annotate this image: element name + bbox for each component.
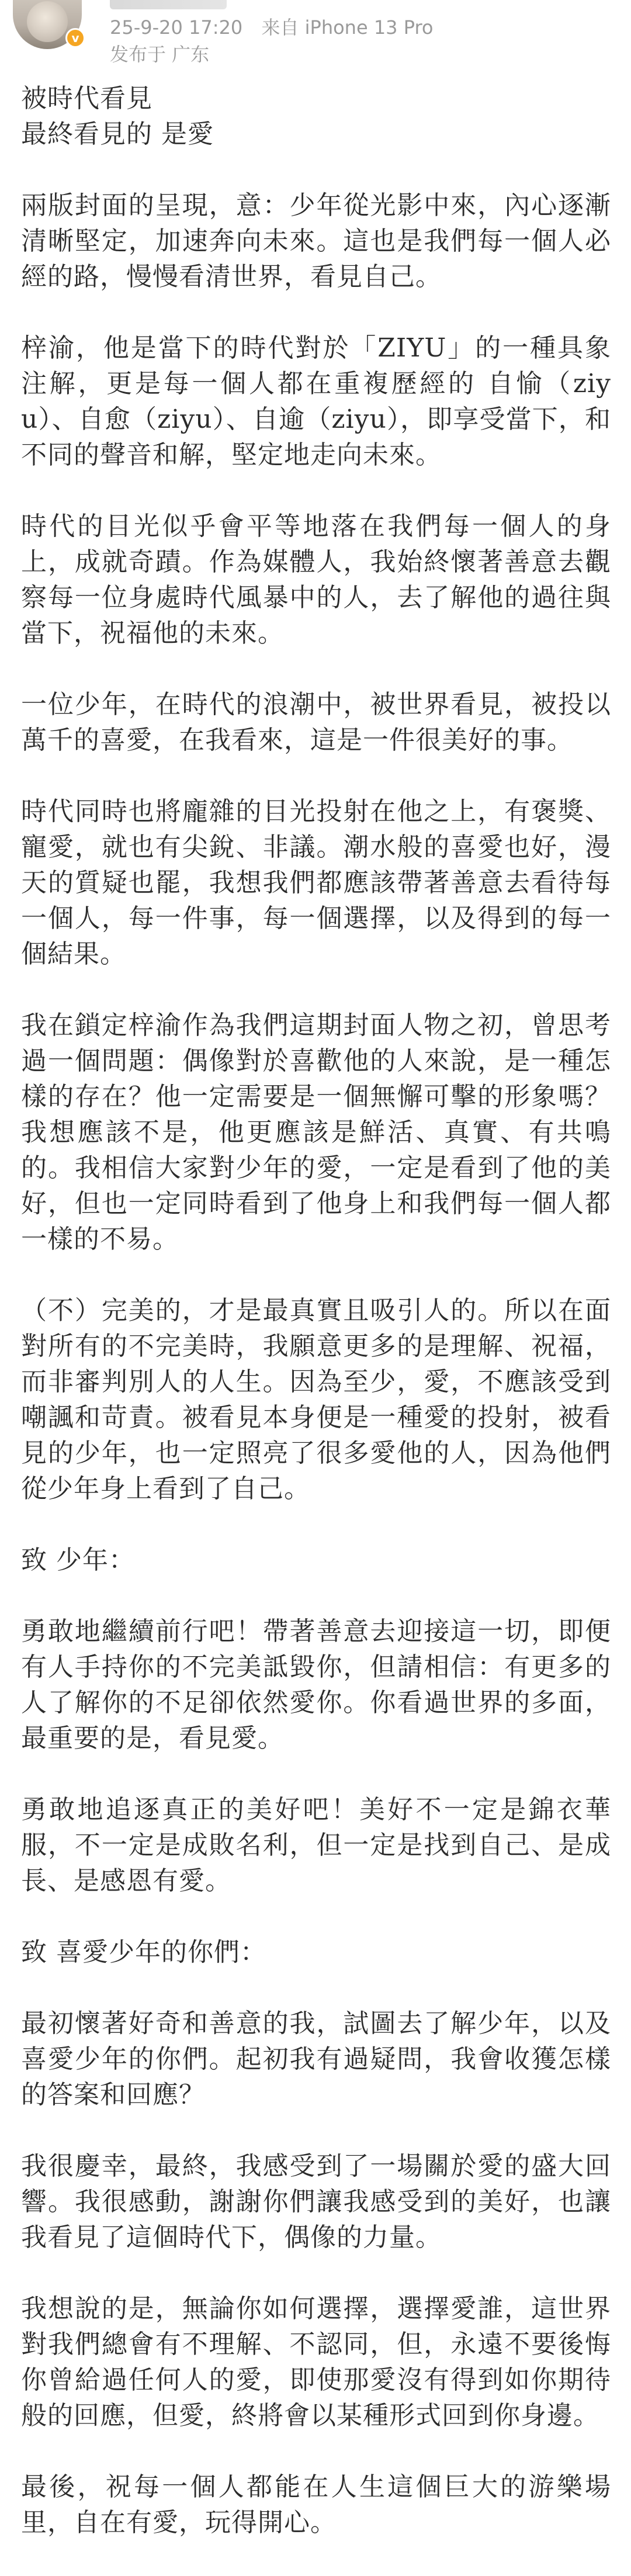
post-paragraph: 我在鎖定梓渝作為我們這期封面人物之初，曾思考過一個問題：偶像對於喜歡他的人來說，是一種怎樣的存在？他一定需要是一個無懈可擊的形象嗎？我想應該不是，他更應該是鮮活、真實、有共鳴的。我相信大家對少年的愛，一定是看到了他的美好，但也一定同時看到了他身上和我們每一個人都一樣的不易。 — [21, 1010, 611, 1254]
post-paragraph: 我想說的是，無論你如何選擇，選擇愛誰，這世界對我們總會有不理解、不認同，但，永遠不要後悔你曾給過任何人的愛，即使那愛沒有得到如你期待般的回應，但愛，終將會以某種形式回到你身邊。 — [21, 2294, 611, 2430]
post-body — [21, 81, 611, 2576]
post-paragraph: 最初懷著好奇和善意的我，試圖去了解少年，以及喜愛少年的你們。起初我有過疑問，我會收獲怎樣的答案和回應？ — [21, 2009, 611, 2110]
post-paragraph: （不）完美的，才是最真實且吸引人的。所以在面對所有的不完美時，我願意更多的是理解、祝福，而非審判別人的人生。因為至少，愛，不應該受到嘲諷和苛責。被看見本身便是一種愛的投射，被看見的少年，也一定照亮了很多愛他的人，因為他們從少年身上看到了自己。 — [21, 1296, 611, 1504]
post-location: 发布于 广东 — [110, 43, 210, 65]
post-paragraph: 時代同時也將龐雜的目光投射在他之上，有褒獎、寵愛，就也有尖銳、非議。潮水般的喜愛也好，漫天的質疑也罷，我想我們都應該帶著善意去看待每一個人，每一件事，每一個選擇，以及得到的每一個結果。 — [21, 797, 611, 969]
username-obscured[interactable] — [110, 0, 227, 9]
post-paragraph: 梓渝，他是當下的時代對於「ZIYU」的一種具象注解，更是每一個人都在重複歷經的 自愉（ziyu）、自愈（ziyu）、自逾（ziyu），即享受當下，和不同的聲音和解，堅定地走向未來。 — [21, 333, 611, 470]
post-paragraph: 致 少年： — [21, 1545, 135, 1575]
post-paragraph: 被時代看見 — [21, 84, 152, 113]
post-paragraph: 最終看見的 是愛 — [21, 119, 214, 149]
post-paragraph: 我很慶幸，最終，我感受到了一場關於愛的盛大回響。我很感動，謝謝你們讓我感受到的美好，也讓我看見了這個時代下，偶像的力量。 — [21, 2151, 611, 2252]
post-paragraph: 一位少年，在時代的浪潮中，被世界看見，被投以萬千的喜愛，在我看來，這是一件很美好的事。 — [21, 690, 611, 755]
avatar-photo — [27, 1, 68, 42]
post-timestamp: 25-9-20 17:20 — [110, 16, 243, 39]
post-paragraph: 致 喜愛少年的你們： — [21, 1937, 266, 1967]
post-paragraph: 勇敢地繼續前行吧！帶著善意去迎接這一切，即便有人手持你的不完美詆毀你，但請相信：有更多的人了解你的不足卻依然愛你。你看過世界的多面，最重要的是，看見愛。 — [21, 1616, 611, 1753]
verified-v-icon: v — [65, 28, 85, 48]
post-meta — [110, 13, 446, 40]
post-paragraph: 最後，祝每一個人都能在人生這個巨大的游樂場里，自在有愛，玩得開心。 — [21, 2472, 611, 2537]
post-source: 来自 iPhone 13 Pro — [261, 16, 434, 39]
post-header — [0, 0, 631, 69]
post-paragraph: 勇敢地追逐真正的美好吧！美好不一定是錦衣華服，不一定是成敗名利，但一定是找到自己、是成長、是感恩有愛。 — [21, 1795, 611, 1896]
post-paragraph: 兩版封面的呈現，意：少年從光影中來，內心逐漸清晰堅定，加速奔向未來。這也是我們每一個人必經的路，慢慢看清世界，看見自己。 — [21, 191, 611, 292]
post-paragraph: 時代的目光似乎會平等地落在我們每一個人的身上，成就奇蹟。作為媒體人，我始終懷著善意去觀察每一位身處時代風暴中的人，去了解他的過往與當下，祝福他的未來。 — [21, 511, 611, 648]
